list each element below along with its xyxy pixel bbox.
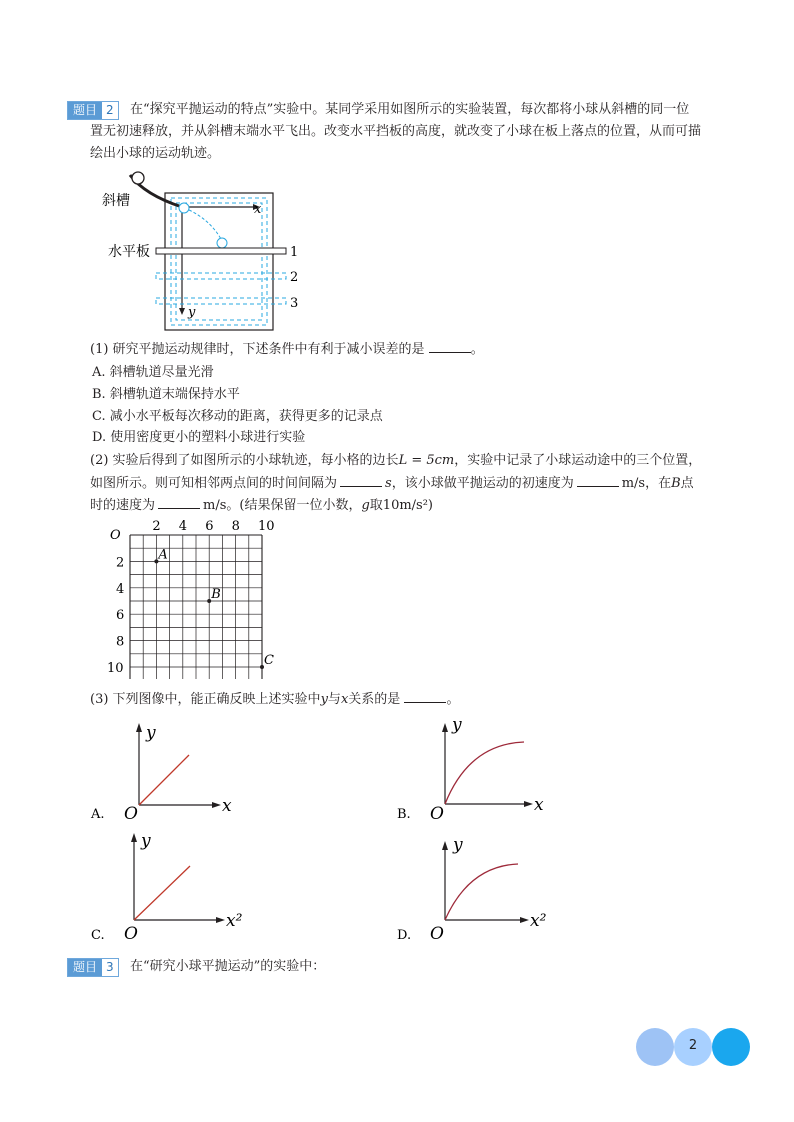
graph-c-xlabel: x²: [226, 911, 243, 931]
y-axis-label: y: [188, 305, 196, 320]
part3-stem-y: y: [320, 692, 328, 707]
question-3-tag-label: 题目: [68, 959, 102, 976]
page-badge-right-circle: [712, 1028, 750, 1066]
q2-intro-line2: 置无初速释放，并从斜槽末端水平飞出。改变水平挡板的高度，就改变了小球在板上落点的位置，从而可描: [90, 124, 702, 139]
chute-label: 斜槽: [102, 193, 130, 209]
trajectory-label-b: B: [211, 587, 221, 602]
part2-line1-b: L = 5cm: [398, 453, 455, 468]
graph-c-ylabel: y: [141, 831, 151, 851]
part2-line2-a: 如图所示。则可知相邻两点间的时间间隔为: [90, 476, 338, 491]
grid-x-tick: 8: [231, 519, 240, 534]
part2-line3-d: 取10m/s²): [369, 498, 434, 513]
part2-line2-d: m/s，在: [621, 476, 672, 491]
part2-line3: [90, 494, 433, 517]
graph-a-origin: O: [124, 804, 138, 824]
graph-b-letter: B.: [397, 807, 411, 822]
part2-line2-e: B: [671, 476, 681, 491]
graph-b-xlabel: x: [534, 795, 544, 815]
part2-line3-b: m/s。(结果保留一位小数，: [203, 498, 362, 513]
part2-line2-f: 点: [680, 476, 694, 491]
answer-blank-1[interactable]: [429, 338, 471, 353]
page-badge-left-circle: [636, 1028, 674, 1066]
question-tag: [67, 101, 119, 120]
graph-a-ylabel: y: [146, 723, 156, 743]
graph-option-d[interactable]: [394, 832, 564, 944]
graph-c-letter: C.: [91, 928, 105, 943]
trajectory-grid: [100, 517, 310, 679]
q3-text: 在“研究小球平抛运动”的实验中：: [130, 959, 326, 974]
grid-x-tick: 10: [258, 519, 275, 534]
answer-blank-4[interactable]: [158, 494, 200, 509]
part2-line1: [90, 450, 701, 472]
graph-a-xlabel: x: [222, 796, 232, 816]
part2-line2: [90, 472, 694, 495]
answer-blank-3[interactable]: [577, 472, 619, 487]
page-number: 2: [688, 1038, 698, 1053]
graph-a-letter: A.: [91, 807, 105, 822]
q2-intro-line3: 绘出小球的运动轨迹。: [90, 146, 221, 161]
level-2: 2: [290, 270, 299, 285]
graph-option-b[interactable]: [394, 712, 564, 828]
part3-stem-c: 关系的是: [348, 692, 401, 707]
grid-x-tick: 6: [205, 519, 214, 534]
part2-line2-c: ，该小球做平抛运动的初速度为: [391, 476, 574, 491]
x-axis-label: x: [254, 202, 262, 217]
graph-option-c[interactable]: [88, 826, 258, 944]
option-a: A. 斜槽轨道尽量光滑: [92, 365, 214, 380]
part2-line1-a: (2) 实验后得到了如图所示的小球轨迹，每小格的边长: [90, 453, 399, 468]
grid-x-tick: 2: [152, 519, 161, 534]
graph-option-a[interactable]: [88, 718, 248, 828]
option-b: B. 斜槽轨道末端保持水平: [92, 387, 240, 402]
graph-b-ylabel: y: [452, 715, 462, 735]
part1-stem-end: 。: [470, 342, 484, 357]
option-c: C. 减小水平板每次移动的距离，获得更多的记录点: [92, 409, 383, 424]
part1-stem-text: (1) 研究平抛运动规律时，下述条件中有利于减小误差的是: [90, 342, 425, 357]
question-3-tag-number: 3: [102, 959, 118, 976]
grid-y-tick: 8: [116, 634, 125, 650]
trajectory-label-c: C: [264, 653, 274, 668]
grid-y-tick: 4: [116, 581, 125, 597]
part3-stem-b: 与: [327, 692, 341, 707]
part1-stem: [90, 338, 484, 361]
page-number-badge: [636, 1027, 752, 1067]
graph-c-origin: O: [124, 924, 138, 944]
level-1: 1: [290, 245, 299, 260]
part2-line3-a: 时的速度为: [90, 498, 156, 513]
part3-stem-a: (3) 下列图像中，能正确反映上述实验中: [90, 692, 321, 707]
q2-intro-line1: 在“探究平抛运动的特点”实验中。某同学采用如图所示的实验装置，每次都将小球从斜槽的同一位: [130, 102, 690, 117]
question-tag-label: 题目: [68, 102, 102, 119]
part3-stem-x: x: [340, 692, 349, 707]
grid-y-tick: 6: [116, 608, 125, 624]
answer-blank-5[interactable]: [404, 688, 446, 703]
board-label: 水平板: [108, 244, 150, 260]
graph-b-origin: O: [430, 804, 444, 824]
apparatus-diagram: [100, 165, 310, 340]
part2-line1-c: ，实验中记录了小球运动途中的三个位置，: [454, 453, 702, 468]
grid-y-tick: 10: [107, 661, 124, 676]
part3-stem-end: 。: [446, 692, 460, 707]
level-3: 3: [290, 296, 299, 311]
grid-y-tick: 2: [116, 555, 125, 571]
graph-d-letter: D.: [397, 928, 412, 943]
option-d: D. 使用密度更小的塑料小球进行实验: [92, 430, 306, 445]
graph-d-xlabel: x²: [530, 911, 547, 931]
part3-stem: [90, 688, 459, 711]
part2-line2-b: s: [385, 476, 392, 491]
trajectory-label-a: A: [158, 547, 168, 563]
question-3-tag: [67, 958, 119, 977]
grid-origin: O: [110, 528, 121, 543]
part2-line3-c: g: [361, 498, 370, 513]
graph-d-origin: O: [430, 924, 444, 944]
graph-d-ylabel: y: [453, 835, 463, 855]
question-tag-number: 2: [102, 102, 118, 119]
grid-x-tick: 4: [178, 519, 188, 534]
answer-blank-2[interactable]: [340, 472, 382, 487]
